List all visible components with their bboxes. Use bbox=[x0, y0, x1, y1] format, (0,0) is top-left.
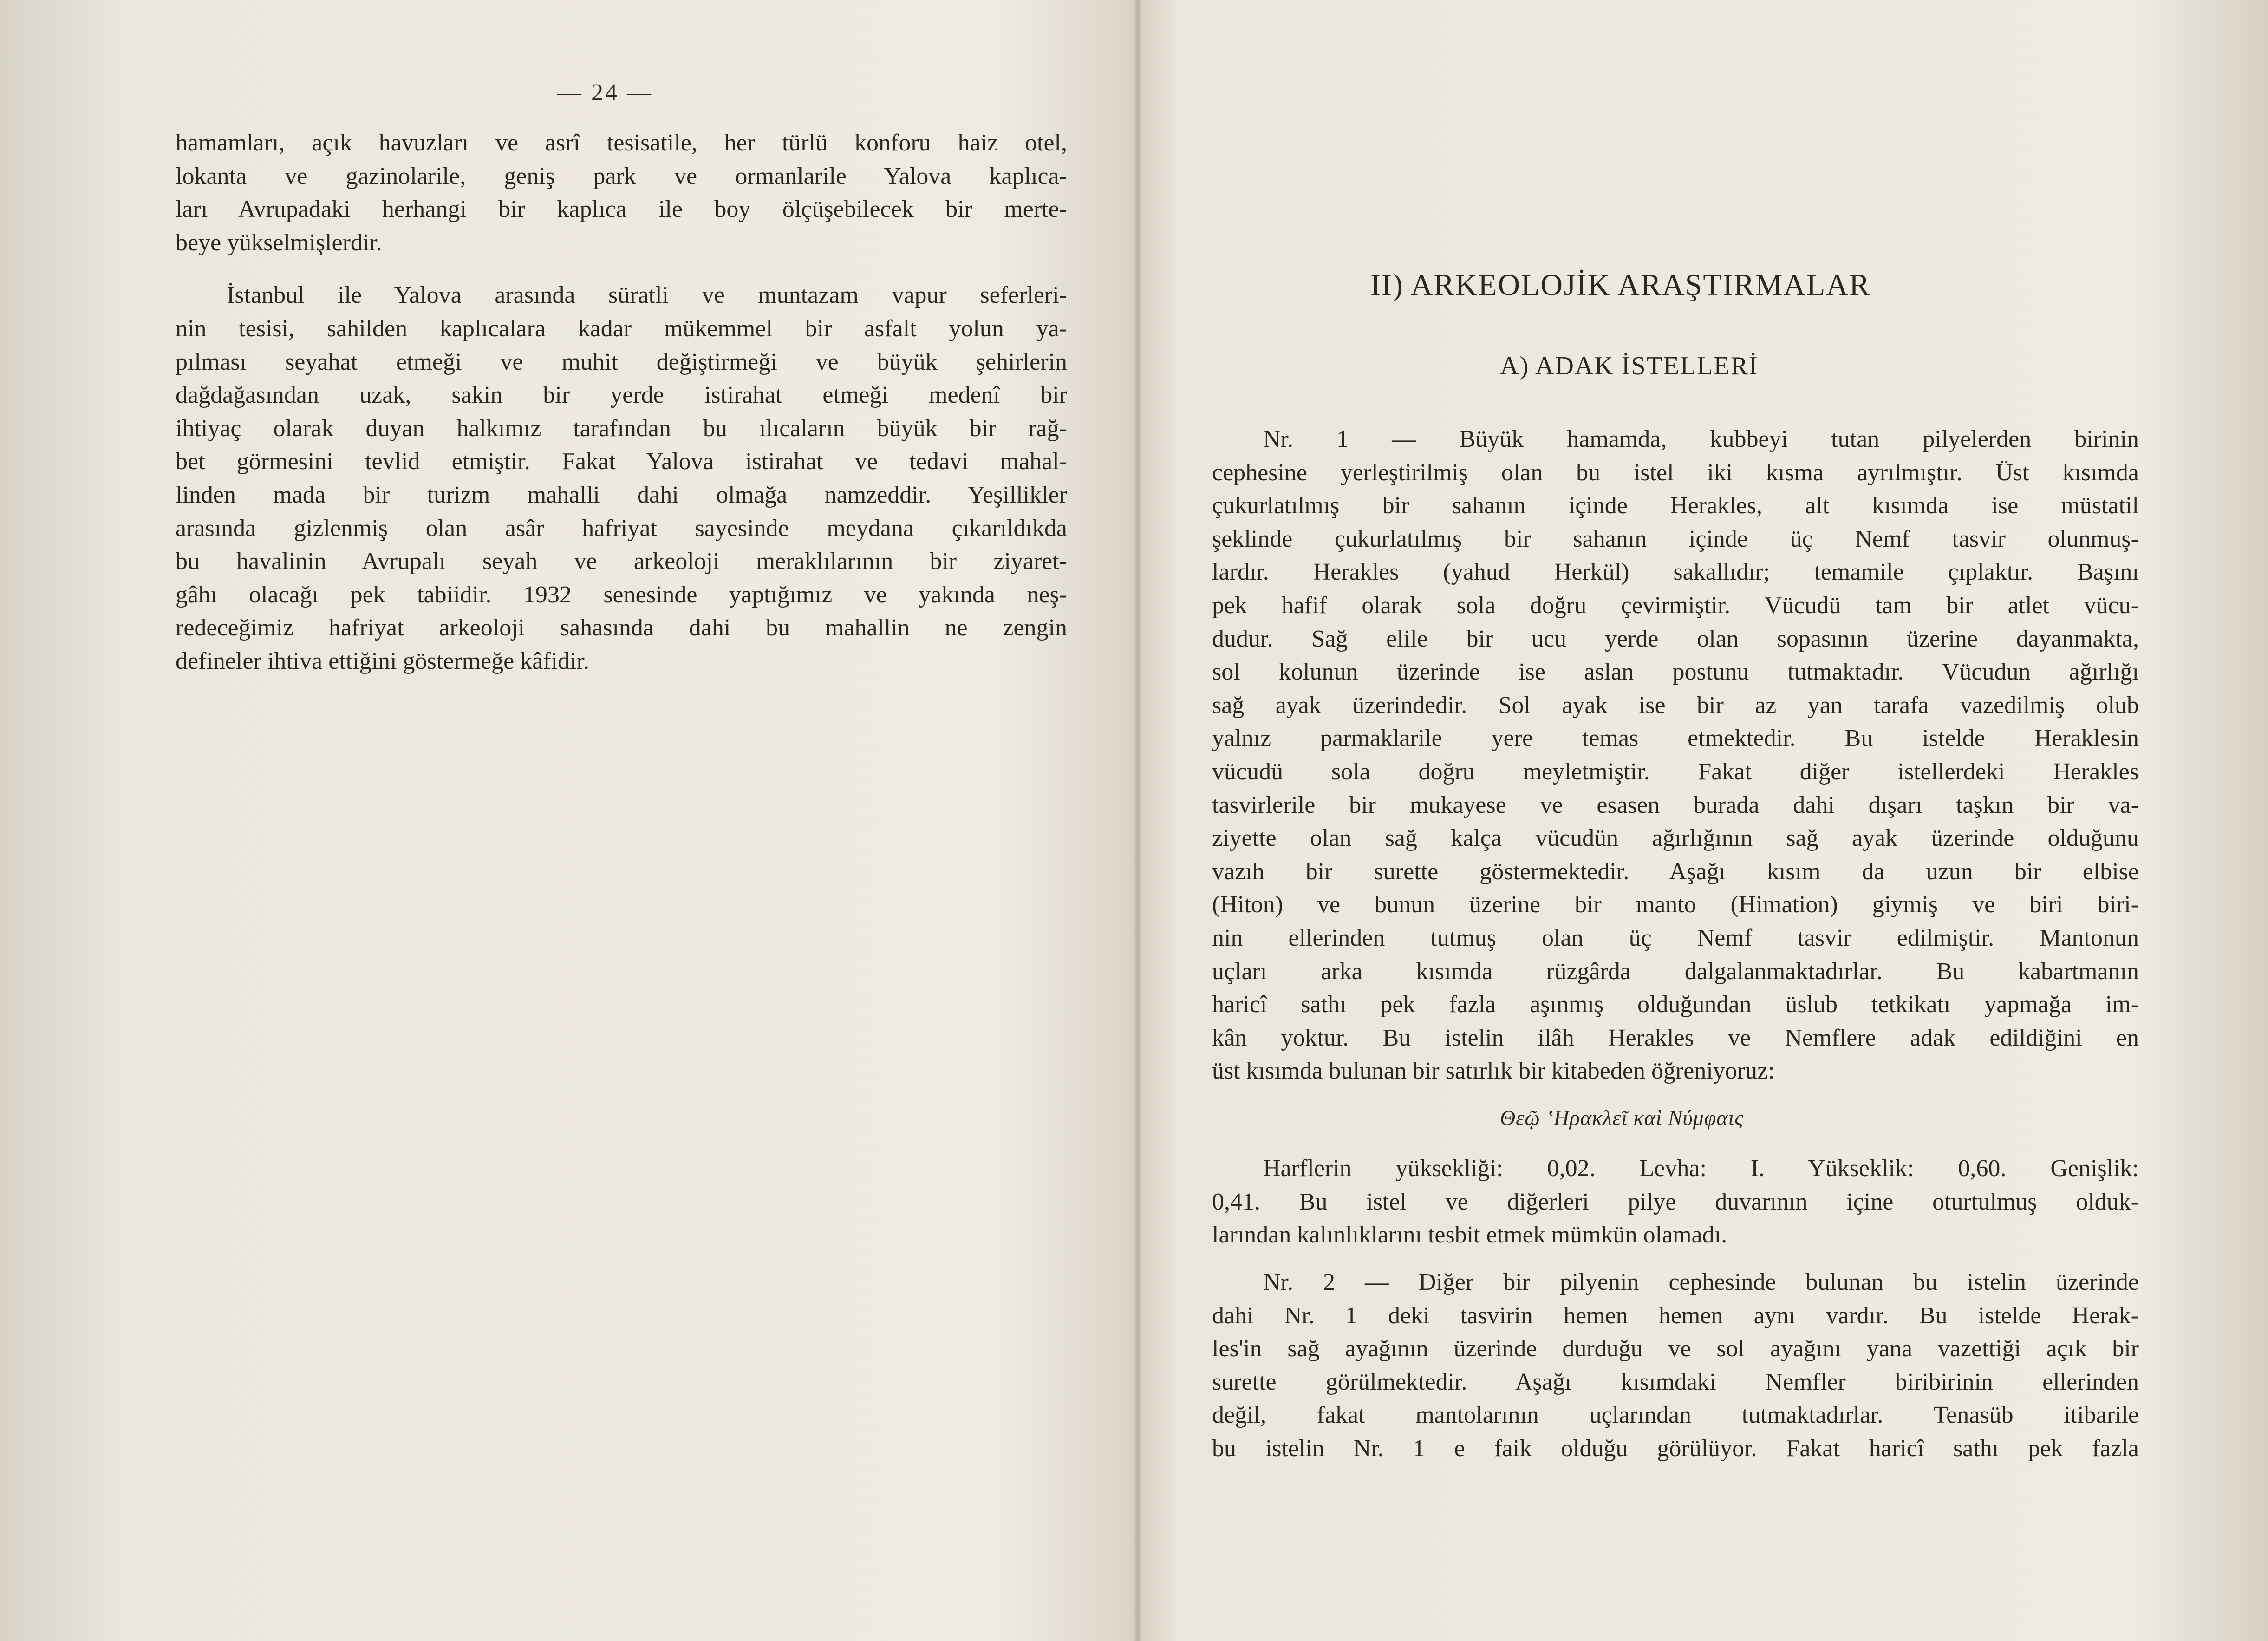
paragraph-yalova bbox=[176, 279, 1067, 678]
left-page bbox=[0, 0, 1133, 1641]
text-line: redeceğimiz hafriyat arkeoloji sahasında dahi bu mahallin ne zengin bbox=[176, 615, 1067, 641]
text-line: şeklinde çukurlatılmış bir sahanın içinde üç Nemf tasvir olunmuş- bbox=[1212, 525, 2139, 552]
paragraph-intro bbox=[176, 126, 1067, 259]
text-line: bu havalinin Avrupalı seyah ve arkeoloji meraklılarının bir ziyaret- bbox=[176, 548, 1067, 575]
text-line: ziyette olan sağ kalça vücudün ağırlığının sağ ayak üzerinde olduğunu bbox=[1212, 825, 2139, 852]
page-number: — 24 — bbox=[557, 79, 653, 106]
text-line: pek hafif olarak sola doğru çevirmiştir. Vücudü tam bir atlet vücu- bbox=[1212, 592, 2139, 619]
text-line: Harflerin yüksekliği: 0,02. Levha: I. Yükseklik: 0,60. Genişlik: bbox=[1263, 1155, 2139, 1182]
text-line: dağdağasından uzak, sakin bir yerde istirahat etmeği medenî bir bbox=[176, 382, 1067, 409]
left-page-text bbox=[176, 126, 1067, 678]
section-title: II) ARKEOLOJİK ARAŞTIRMALAR bbox=[1370, 268, 1870, 302]
text-line: 0,41. Bu istel ve diğerleri pilye duvarının içine oturtulmuş olduk- bbox=[1212, 1188, 2139, 1215]
text-line: tasvirlerile bir mukayese ve esasen burada dahi dışarı taşkın bir va- bbox=[1212, 791, 2139, 818]
text-line: lardır. Herakles (yahud Herkül) sakallıdır; temamile çıplaktır. Başını bbox=[1212, 559, 2139, 586]
text-line: çukurlatılmış bir sahanın içinde Herakles, alt kısımda ise müstatil bbox=[1212, 492, 2139, 519]
text-line: defineler ihtiva ettiğini göstermeğe kâfidir. bbox=[176, 647, 589, 674]
text-line: bu istelin Nr. 1 e faik olduğu görülüyor. Fakat haricî sathı pek fazla bbox=[1212, 1435, 2139, 1462]
text-line: lokanta ve gazinolarile, geniş park ve ormanlarile Yalova kaplıca- bbox=[176, 163, 1067, 190]
text-line: pılması seyahat etmeği ve muhit değiştirmeği ve büyük şehirlerin bbox=[176, 348, 1067, 375]
paragraph-dimensions bbox=[1212, 1152, 2139, 1252]
text-line: ları Avrupadaki herhangi bir kaplıca ile boy ölçüşebilecek bir merte- bbox=[176, 196, 1067, 223]
text-line: gâhı olacağı pek tabiidir. 1932 senesinde yaptığımız ve yakında neş- bbox=[176, 581, 1067, 608]
book-gutter bbox=[1133, 0, 1142, 1641]
text-line: haricî sathı pek fazla aşınmış olduğundan üslub tetkikatı yapmağa im- bbox=[1212, 991, 2139, 1018]
text-line: üst kısımda bulunan bir satırlık bir kitabeden öğreniyoruz: bbox=[1212, 1058, 1775, 1085]
paragraph-nr2 bbox=[1212, 1266, 2139, 1465]
text-line: nin ellerinden tutmuş olan üç Nemf tasvir edilmiştir. Mantonun bbox=[1212, 924, 2139, 951]
right-page bbox=[1142, 0, 2268, 1641]
text-line: larından kalınlıklarını tesbit etmek mümkün olamadı. bbox=[1212, 1222, 1727, 1249]
text-line: bet görmesini tevlid etmiştir. Fakat Yalova istirahat ve tedavi mahal- bbox=[176, 448, 1067, 475]
text-line: Nr. 2 — Diğer bir pilyenin cephesinde bulunan bu istelin üzerinde bbox=[1263, 1269, 2139, 1295]
text-line: linden mada bir turizm mahalli dahi olmağa namzeddir. Yeşillikler bbox=[176, 481, 1067, 508]
subsection-title: A) ADAK İSTELLERİ bbox=[1500, 352, 1759, 380]
text-line: İstanbul ile Yalova arasında süratli ve muntazam vapur seferleri- bbox=[227, 282, 1067, 309]
greek-inscription: Θεῷ ʽΗρακλεῖ καὶ Νύμφαις bbox=[1500, 1106, 1744, 1130]
text-line: (Hiton) ve bunun üzerine bir manto (Himation) giymiş ve biri biri- bbox=[1212, 891, 2139, 918]
paragraph-nr1 bbox=[1212, 423, 2139, 1088]
text-line: vücudü sola doğru meyletmiştir. Fakat diğer istellerdeki Herakles bbox=[1212, 758, 2139, 785]
text-line: ihtiyaç olarak duyan halkımız tarafından bu ılıcaların büyük bir rağ- bbox=[176, 415, 1067, 442]
text-line: arasında gizlenmiş olan asâr hafriyat sayesinde meydana çıkarıldıkda bbox=[176, 515, 1067, 542]
text-line: cephesine yerleştirilmiş olan bu istel iki kısma ayrılmıştır. Üst kısımda bbox=[1212, 459, 2139, 486]
text-line: dudur. Sağ elile bir ucu yerde olan sopasının üzerine dayanmakta, bbox=[1212, 625, 2139, 652]
text-line: nin tesisi, sahilden kaplıcalara kadar mükemmel bir asfalt yolun ya- bbox=[176, 315, 1067, 342]
text-line: les'in sağ ayağının üzerinde durduğu ve sol ayağını yana vazettiği açık bir bbox=[1212, 1335, 2139, 1362]
text-line: kân yoktur. Bu istelin ilâh Herakles ve Nemflere adak edildiğini en bbox=[1212, 1024, 2139, 1051]
text-line: beye yükselmişlerdir. bbox=[176, 229, 382, 256]
text-line: Nr. 1 — Büyük hamamda, kubbeyi tutan pilyelerden birinin bbox=[1263, 426, 2139, 452]
text-line: surette görülmektedir. Aşağı kısımdaki Nemfler biribirinin ellerinden bbox=[1212, 1368, 2139, 1395]
text-line: değil, fakat mantolarının uçlarından tutmaktadırlar. Tenasüb itibarile bbox=[1212, 1402, 2139, 1429]
text-line: yalnız parmaklarile yere temas etmektedir. Bu istelde Heraklesin bbox=[1212, 725, 2139, 752]
text-line: sol kolunun üzerinde ise aslan postunu tutmaktadır. Vücudun ağırlığı bbox=[1212, 659, 2139, 686]
text-line: sağ ayak üzerindedir. Sol ayak ise bir az yan tarafa vazedilmiş olub bbox=[1212, 692, 2139, 719]
text-line: vazıh bir surette göstermektedir. Aşağı kısım da uzun bir elbise bbox=[1212, 858, 2139, 885]
text-line: uçları arka kısımda rüzgârda dalgalanmaktadırlar. Bu kabartmanın bbox=[1212, 958, 2139, 985]
text-line: dahi Nr. 1 deki tasvirin hemen hemen aynı vardır. Bu istelde Herak- bbox=[1212, 1302, 2139, 1329]
text-line: hamamları, açık havuzları ve asrî tesisatile, her türlü konforu haiz otel, bbox=[176, 130, 1067, 156]
